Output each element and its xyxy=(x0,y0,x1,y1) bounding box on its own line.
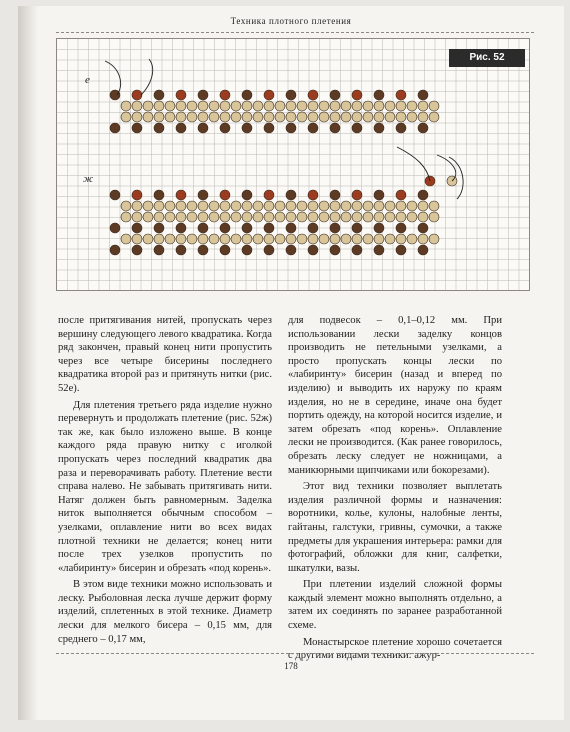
bead-tan xyxy=(275,212,285,222)
bead-tan xyxy=(198,201,208,211)
bead-tan xyxy=(209,234,219,244)
bead-middle xyxy=(396,223,406,233)
bead-tan xyxy=(396,212,406,222)
bead-tan xyxy=(363,201,373,211)
bead-bottom xyxy=(132,123,142,133)
bead-top xyxy=(308,190,318,200)
bead-bottom xyxy=(374,123,384,133)
bead-bottom xyxy=(220,123,230,133)
bead-tan xyxy=(363,101,373,111)
thread-curve xyxy=(105,59,153,95)
bead-tan xyxy=(330,212,340,222)
bead-tan xyxy=(132,112,142,122)
bead-top xyxy=(330,90,340,100)
bead-tan xyxy=(132,234,142,244)
bead-bottom xyxy=(352,245,362,255)
bead-tan xyxy=(418,101,428,111)
bead-tan xyxy=(319,201,329,211)
bead-top xyxy=(242,190,252,200)
bead-tan xyxy=(396,201,406,211)
book-page xyxy=(18,6,564,720)
bead-bottom xyxy=(308,123,318,133)
bead-tan xyxy=(209,212,219,222)
footer-rule xyxy=(56,653,534,654)
bead-tan xyxy=(396,112,406,122)
header-rule xyxy=(56,32,534,33)
bead-top xyxy=(132,190,142,200)
bead-tan xyxy=(407,101,417,111)
bead-top xyxy=(286,90,296,100)
bead-tan xyxy=(319,112,329,122)
bead-tan xyxy=(187,234,197,244)
bead-tan xyxy=(352,101,362,111)
bead-middle xyxy=(220,223,230,233)
bead-tan xyxy=(352,201,362,211)
bead-tan xyxy=(319,234,329,244)
bead-middle xyxy=(374,223,384,233)
bead-top xyxy=(286,190,296,200)
bead-tan xyxy=(418,234,428,244)
bead-tan xyxy=(154,234,164,244)
bead-bottom xyxy=(418,123,428,133)
bead-bottom xyxy=(396,245,406,255)
bead-middle xyxy=(286,223,296,233)
bead-top xyxy=(352,90,362,100)
bead-tan xyxy=(330,112,340,122)
bead-tan xyxy=(385,101,395,111)
bead-bottom xyxy=(242,245,252,255)
bead-tan xyxy=(165,234,175,244)
bead-tan xyxy=(165,101,175,111)
paragraph: Этот вид техники позволяет выплетать изделия различной формы и назначения: воротники, колье, кулоны, налобные ленты, гайтаны, галстуки, гривны, сумочки, а также предметы для украшения интерьера: рамки для фотографий, обложки для книг, салфетки, шкатулки, вазы. xyxy=(288,481,502,574)
bead-tan xyxy=(385,201,395,211)
bead-bottom xyxy=(176,123,186,133)
bead-tan xyxy=(143,201,153,211)
bead-tan xyxy=(286,201,296,211)
paragraph: В этом виде техники можно использовать и леску. Рыболовная леска лучше держит форму изделий, сплетенных в этой технике. Диаметр лески для мелкого бисера – 0,15 мм, для среднего – 0,17 мм, xyxy=(58,579,272,645)
bead-tan xyxy=(385,212,395,222)
bead-tan xyxy=(264,234,274,244)
bead-bottom xyxy=(330,245,340,255)
bead-tan xyxy=(187,212,197,222)
bead-tan xyxy=(143,234,153,244)
bead-tan xyxy=(275,234,285,244)
bead-tan xyxy=(341,101,351,111)
beadwork-diagram xyxy=(57,39,529,290)
bead-tan xyxy=(209,101,219,111)
bead-top xyxy=(330,190,340,200)
bead-tan xyxy=(385,112,395,122)
bead-tan xyxy=(341,201,351,211)
bead-top xyxy=(198,90,208,100)
bead-bottom xyxy=(198,123,208,133)
bead-bottom xyxy=(132,245,142,255)
bead-tan xyxy=(187,112,197,122)
bead-tan xyxy=(242,212,252,222)
bead-tan xyxy=(275,201,285,211)
bead-tan xyxy=(121,212,131,222)
bead-tan xyxy=(121,112,131,122)
bead-tan xyxy=(286,234,296,244)
bead-tan xyxy=(253,234,263,244)
panel-label-e: е xyxy=(85,74,90,86)
figure-52 xyxy=(56,38,530,291)
bead-tan xyxy=(407,212,417,222)
bead-bottom xyxy=(286,123,296,133)
bead-tan xyxy=(253,201,263,211)
bead-middle xyxy=(176,223,186,233)
thread-curve xyxy=(397,147,463,199)
bead-tan xyxy=(407,201,417,211)
bead-tan xyxy=(220,101,230,111)
bead-tan xyxy=(385,234,395,244)
bead-top xyxy=(242,90,252,100)
bead-bottom xyxy=(308,245,318,255)
bead-tan xyxy=(253,212,263,222)
bead-tan xyxy=(176,201,186,211)
bead-tan xyxy=(143,212,153,222)
page-number: 178 xyxy=(284,661,298,671)
bead-middle xyxy=(264,223,274,233)
bead-tan xyxy=(264,212,274,222)
bead-tan xyxy=(176,101,186,111)
bead-tan xyxy=(275,112,285,122)
bead-tan xyxy=(418,112,428,122)
bead-tan xyxy=(363,234,373,244)
bead-tan xyxy=(363,112,373,122)
bead-tan xyxy=(176,112,186,122)
paragraph: Для плетения третьего ряда изделие нужно перевернуть и продолжать плетение (рис. 52ж) так же, как было изложено выше. В конце каждого ряда правую нитку с иголкой пропускать через последний квадратик два раза и переворачивать работу. Плетение вести справа налево. Не забывать притягивать нити. Натяг должен быть равномерным. Заделка ниток выполняется обычным способом – узелками, оплавление нити во всех видах плотной техники не делается; конец нити после трех узелков пропустить по «лабиринту» бисерин и обрезать «под корень». xyxy=(58,399,272,574)
bead-top xyxy=(374,90,384,100)
bead-tan xyxy=(220,112,230,122)
bead-top xyxy=(154,90,164,100)
bead-tan xyxy=(198,212,208,222)
bead-top xyxy=(352,190,362,200)
bead-tan xyxy=(341,212,351,222)
bead-top xyxy=(110,190,120,200)
bead-middle xyxy=(132,223,142,233)
bead-middle xyxy=(330,223,340,233)
bead-top xyxy=(132,90,142,100)
bead-tan xyxy=(429,112,439,122)
bead-bottom xyxy=(418,245,428,255)
bead-tan xyxy=(418,212,428,222)
bead-tan xyxy=(165,112,175,122)
figure-label: Рис. 52 xyxy=(449,49,525,67)
bead-tan xyxy=(297,101,307,111)
panel-label-zh: ж xyxy=(83,173,94,185)
bead-tan xyxy=(352,212,362,222)
bead-tan xyxy=(429,101,439,111)
bead-tan xyxy=(198,112,208,122)
bead-top xyxy=(418,190,428,200)
bead-tan xyxy=(341,234,351,244)
bead-tan xyxy=(407,112,417,122)
bead-middle xyxy=(418,223,428,233)
bead-tan xyxy=(242,112,252,122)
bead-bottom xyxy=(286,245,296,255)
bead-tan xyxy=(231,101,241,111)
bead-tan xyxy=(264,112,274,122)
bead-tan xyxy=(198,234,208,244)
bead-tan xyxy=(132,101,142,111)
bead-bottom xyxy=(264,123,274,133)
bead-tan xyxy=(374,101,384,111)
bead-tan xyxy=(407,234,417,244)
bead-top xyxy=(220,190,230,200)
bead-top xyxy=(176,190,186,200)
bead-tan xyxy=(396,234,406,244)
bead-tan xyxy=(220,212,230,222)
bead-bottom xyxy=(374,245,384,255)
bead-bottom xyxy=(110,123,120,133)
bead-tan xyxy=(165,212,175,222)
bead-top xyxy=(198,190,208,200)
bead-tan xyxy=(187,201,197,211)
bead-middle xyxy=(198,223,208,233)
bead-tan xyxy=(297,234,307,244)
bead-tan xyxy=(176,212,186,222)
bead-top xyxy=(154,190,164,200)
bead-tan xyxy=(308,212,318,222)
bead-tan xyxy=(308,101,318,111)
bead-tan xyxy=(143,101,153,111)
bead-tan xyxy=(231,112,241,122)
bead-tan xyxy=(121,101,131,111)
bead-tan xyxy=(231,212,241,222)
bead-tan xyxy=(264,101,274,111)
bead-tan xyxy=(429,201,439,211)
bead-tan xyxy=(143,112,153,122)
bead-tan xyxy=(363,212,373,222)
bead-middle xyxy=(242,223,252,233)
bead-tan xyxy=(154,212,164,222)
bead-middle xyxy=(352,223,362,233)
bead-tan xyxy=(242,201,252,211)
bead-middle xyxy=(110,223,120,233)
bead-tan xyxy=(341,112,351,122)
bead-tan xyxy=(330,101,340,111)
bead-bottom xyxy=(396,123,406,133)
bead-top xyxy=(220,90,230,100)
bead-top xyxy=(308,90,318,100)
bead-tan xyxy=(209,112,219,122)
bead-tan xyxy=(154,101,164,111)
bead-top xyxy=(264,90,274,100)
bead-tan xyxy=(264,201,274,211)
bead-tan xyxy=(220,201,230,211)
bead-tan xyxy=(209,201,219,211)
running-header: Техника плотного плетения xyxy=(230,16,352,26)
bead-tan xyxy=(231,234,241,244)
bead-top xyxy=(176,90,186,100)
bead-tan xyxy=(297,201,307,211)
bead-tan xyxy=(242,234,252,244)
bead-tan xyxy=(286,112,296,122)
paragraph: после притягивания нитей, пропускать через вершину следующего левого квадратика. Когда ряд закончен, правый конец нити пропустить через все четыре бисерины последнего квадратика второй раз и притянуть нитки (рис. 52е). xyxy=(58,315,272,394)
bead-bottom xyxy=(176,245,186,255)
bead-bottom xyxy=(220,245,230,255)
page-gutter-shadow xyxy=(18,6,38,720)
bead-bottom xyxy=(198,245,208,255)
bead-middle xyxy=(154,223,164,233)
bead-bottom xyxy=(154,123,164,133)
bead-tan xyxy=(396,101,406,111)
bead-bottom xyxy=(352,123,362,133)
bead-tan xyxy=(242,101,252,111)
bead-tan xyxy=(231,201,241,211)
bead-tan xyxy=(319,101,329,111)
bead-tan xyxy=(297,112,307,122)
bead-top xyxy=(396,190,406,200)
bead-bottom xyxy=(110,245,120,255)
bead-bottom xyxy=(264,245,274,255)
bead-tan xyxy=(374,234,384,244)
bead-tan xyxy=(352,112,362,122)
bead-middle xyxy=(308,223,318,233)
bead-bottom xyxy=(154,245,164,255)
left-column xyxy=(58,314,272,649)
bead-tan xyxy=(286,101,296,111)
bead-bottom xyxy=(242,123,252,133)
bead-tan xyxy=(308,201,318,211)
bead-tan xyxy=(374,112,384,122)
bead-tan xyxy=(253,101,263,111)
bead-top xyxy=(264,190,274,200)
bead-tan xyxy=(308,234,318,244)
bead-tan xyxy=(154,201,164,211)
bead-tan xyxy=(132,201,142,211)
bead-tan xyxy=(220,234,230,244)
bead-tan xyxy=(286,212,296,222)
bead-tan xyxy=(319,212,329,222)
bead-tan xyxy=(429,212,439,222)
paragraph: для подвесок – 0,1–0,12 мм. При использовании лески заделку концов производить не петельными узелками, а просто пропускать концы лески по «лабиринту» бисерин (назад и вперед по изделию) и выводить их наружу по краям изделия, но не в середине, иначе она будет портить одежду, на которой носится изделие, и затем обрезать «под корень». Оплавление лески не производится. (Как ранее говорилось, обрезать леску следует не ножницами, а маникюрными щипчиками или бокорезами). xyxy=(288,315,502,476)
bead-tan xyxy=(297,212,307,222)
bead-tan xyxy=(330,201,340,211)
bead-tan xyxy=(121,201,131,211)
right-column xyxy=(288,314,502,666)
paragraph: При плетении изделий сложной формы каждый элемент можно выполнять отдельно, а затем их соединять по заранее разработанной схеме. xyxy=(288,579,502,632)
bead-top xyxy=(374,190,384,200)
bead-top xyxy=(396,90,406,100)
bead-tan xyxy=(352,234,362,244)
bead-tan xyxy=(165,201,175,211)
bead-tan xyxy=(330,234,340,244)
bead-tan xyxy=(176,234,186,244)
bead-tan xyxy=(374,212,384,222)
bead-tan xyxy=(198,101,208,111)
bead-tan xyxy=(121,234,131,244)
bead-tan xyxy=(275,101,285,111)
bead-tan xyxy=(374,201,384,211)
bead-tan xyxy=(154,112,164,122)
bead-tan xyxy=(187,101,197,111)
bead-tan xyxy=(429,234,439,244)
bead-tan xyxy=(418,201,428,211)
bead-bottom xyxy=(330,123,340,133)
bead-top xyxy=(418,90,428,100)
bead-tan xyxy=(308,112,318,122)
bead-tan xyxy=(253,112,263,122)
paragraph: Монастырское плетение хорошо сочетается с другими видами техники: ажур- xyxy=(288,636,502,662)
bead-tan xyxy=(132,212,142,222)
